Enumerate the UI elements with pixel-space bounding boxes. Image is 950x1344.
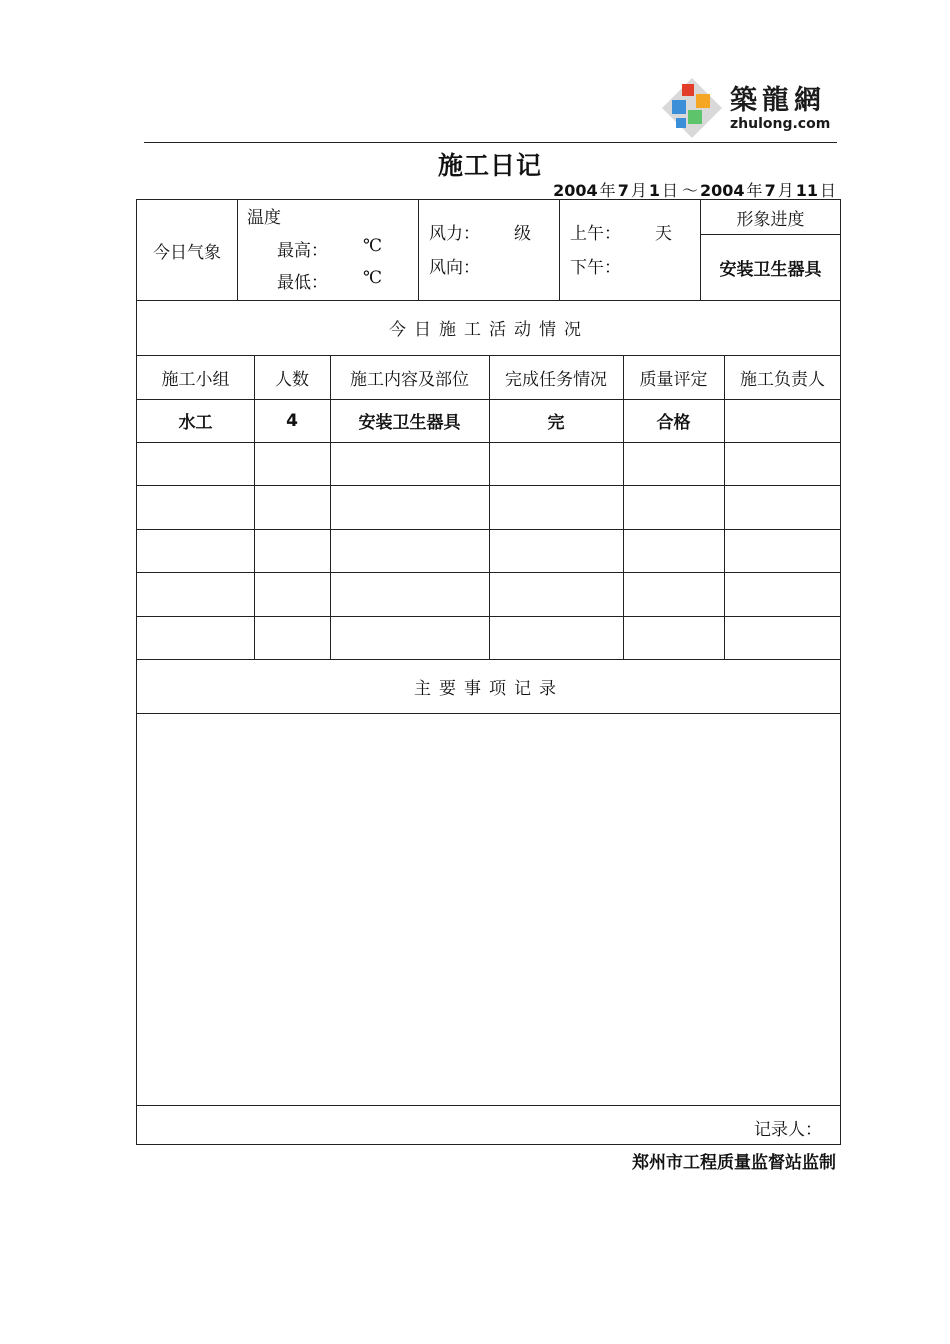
logo-chinese-name: 築龍網 bbox=[730, 85, 826, 116]
grid-line bbox=[559, 200, 560, 300]
high-temp-label: 最高： bbox=[277, 241, 328, 261]
wind-direction-label: 风向： bbox=[429, 258, 480, 278]
grid-line bbox=[137, 1105, 841, 1106]
grid-line bbox=[137, 616, 841, 617]
low-temp-label: 最低： bbox=[277, 273, 328, 293]
year-unit-2: 年 bbox=[746, 181, 763, 200]
start-year: 2004 bbox=[553, 181, 598, 200]
start-day: 1 bbox=[648, 181, 660, 200]
afternoon-label: 下午： bbox=[570, 258, 621, 278]
diary-form bbox=[136, 199, 841, 1145]
records-content[interactable] bbox=[147, 720, 831, 1100]
activity-section-title: 今日施工活动情况 bbox=[389, 320, 589, 340]
table-cell: 4 bbox=[286, 410, 298, 431]
table-cell: 完 bbox=[547, 413, 565, 433]
col-header-headcount: 人数 bbox=[275, 369, 309, 390]
end-day: 11 bbox=[795, 181, 818, 200]
year-unit-1: 年 bbox=[599, 181, 616, 200]
recorder-label: 记录人： bbox=[754, 1120, 822, 1140]
date-range bbox=[553, 178, 838, 201]
table-cell bbox=[724, 399, 841, 442]
month-unit-2: 月 bbox=[777, 181, 794, 200]
zhulong-logo bbox=[660, 76, 840, 136]
zhulong-logo-icon bbox=[660, 76, 724, 140]
start-month: 7 bbox=[617, 181, 629, 200]
end-month: 7 bbox=[764, 181, 776, 200]
col-header-supervisor: 施工负责人 bbox=[740, 369, 825, 390]
wind-force-unit: 级 bbox=[514, 224, 531, 244]
morning-label: 上午： bbox=[570, 224, 621, 244]
grid-line bbox=[137, 442, 841, 443]
col-header-work-content: 施工内容及部位 bbox=[350, 369, 469, 390]
high-temp-unit: ℃ bbox=[363, 236, 383, 256]
month-unit-1: 月 bbox=[630, 181, 647, 200]
progress-value: 安装卫生器具 bbox=[719, 259, 822, 280]
records-section-title: 主要事项记录 bbox=[414, 678, 564, 699]
page-title: 施工日记 bbox=[437, 151, 542, 180]
grid-line bbox=[137, 713, 841, 714]
progress-label: 形象进度 bbox=[736, 209, 805, 230]
day-unit-1: 日 bbox=[661, 181, 678, 200]
table-cell: 安装卫生器具 bbox=[358, 413, 461, 433]
table-cell: 合格 bbox=[656, 413, 691, 433]
logo-english-name: zhulong.com bbox=[730, 116, 831, 132]
morning-unit: 天 bbox=[655, 224, 672, 244]
weather-label: 今日气象 bbox=[153, 242, 221, 263]
date-separator: ～ bbox=[682, 181, 699, 200]
low-temp-unit: ℃ bbox=[363, 268, 383, 288]
grid-line bbox=[418, 200, 419, 300]
col-header-quality: 质量评定 bbox=[639, 369, 708, 390]
day-unit-2: 日 bbox=[819, 181, 836, 200]
table-cell: 水工 bbox=[178, 413, 213, 433]
grid-line bbox=[137, 529, 841, 530]
temperature-label: 温度 bbox=[247, 208, 281, 228]
grid-line bbox=[237, 200, 238, 300]
header-divider bbox=[144, 142, 837, 143]
wind-force-label: 风力： bbox=[429, 224, 480, 244]
grid-line bbox=[137, 572, 841, 573]
col-header-team: 施工小组 bbox=[161, 369, 230, 390]
col-header-completion: 完成任务情况 bbox=[505, 369, 607, 390]
issuer-footer: 郑州市工程质量监督站监制 bbox=[632, 1153, 836, 1173]
grid-line bbox=[137, 485, 841, 486]
end-year: 2004 bbox=[700, 181, 745, 200]
